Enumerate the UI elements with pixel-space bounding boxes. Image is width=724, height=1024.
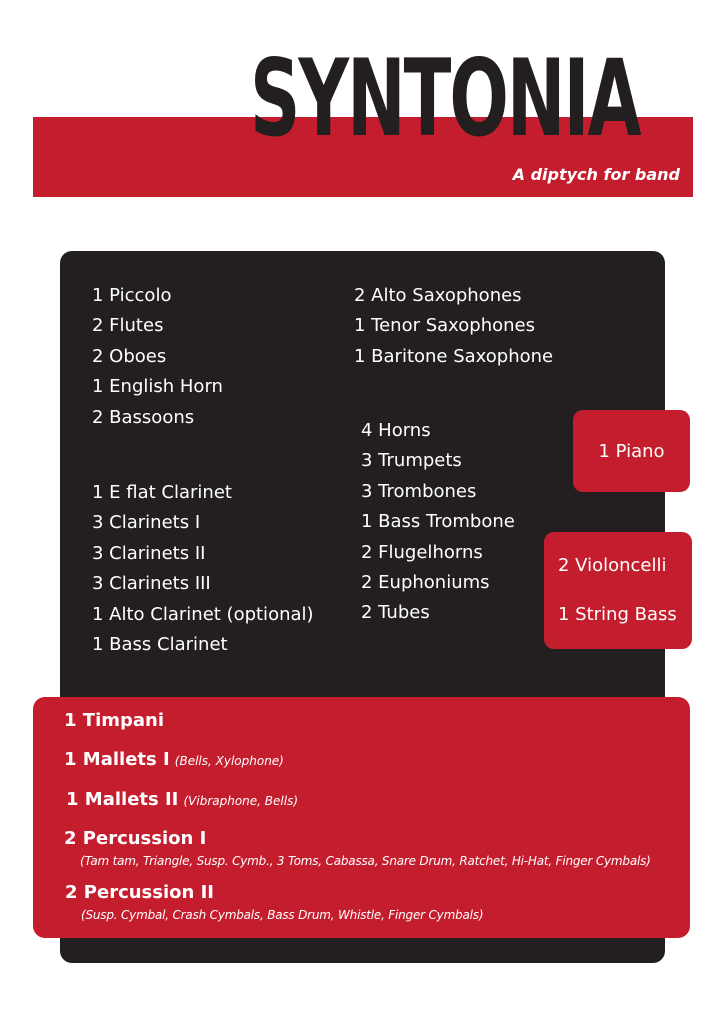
percussion-name: 1 Mallets II xyxy=(66,789,179,810)
list-item: 1 String Bass xyxy=(558,604,677,625)
percussion-item xyxy=(65,882,484,922)
list-item: 1 Tenor Saxophones xyxy=(354,315,536,337)
saxophones-list xyxy=(354,281,553,372)
list-item: 2 Oboes xyxy=(92,345,167,367)
list-item: 3 Trombones xyxy=(361,480,477,502)
list-item: 1 English Horn xyxy=(92,376,223,398)
list-item: 1 Bass Clarinet xyxy=(92,634,228,656)
piano-label: 1 Piano xyxy=(598,440,665,462)
percussion-detail: (Susp. Cymbal, Crash Cymbals, Bass Drum, Whistle, Finger Cymbals) xyxy=(81,908,484,922)
percussion-item xyxy=(64,749,284,770)
list-item: 2 Euphoniums xyxy=(361,572,490,594)
strings-badge xyxy=(544,532,692,649)
list-item: 3 Clarinets III xyxy=(92,573,211,595)
list-item: 2 Alto Saxophones xyxy=(354,285,522,306)
percussion-detail: (Vibraphone, Bells) xyxy=(183,794,299,808)
percussion-item xyxy=(64,710,164,731)
percussion-name: 1 Mallets I xyxy=(64,749,170,770)
brass-list xyxy=(361,416,515,629)
percussion-detail: (Bells, Xylophone) xyxy=(174,754,284,768)
percussion-item xyxy=(64,828,651,868)
list-item: 3 Clarinets II xyxy=(92,542,206,564)
percussion-name: 2 Percussion I xyxy=(64,828,207,849)
piano-badge xyxy=(573,410,690,492)
list-item: 4 Horns xyxy=(361,420,431,441)
list-item: 1 Alto Clarinet (optional) xyxy=(92,603,314,625)
list-item: 3 Trumpets xyxy=(361,450,462,472)
clarinets-list xyxy=(92,478,314,660)
list-item: 2 Flugelhorns xyxy=(361,541,483,563)
list-item: 2 Flutes xyxy=(92,315,164,337)
percussion-item xyxy=(66,789,298,810)
page-title: SYNTONIA xyxy=(250,37,640,160)
percussion-detail: (Tam tam, Triangle, Susp. Cymb., 3 Toms, Cabassa, Snare Drum, Ratchet, Hi-Hat, Finger Cymbals) xyxy=(80,854,651,868)
list-item: 2 Violoncelli xyxy=(558,555,667,576)
percussion-name: 1 Timpani xyxy=(64,710,165,731)
list-item: 2 Tubes xyxy=(361,602,430,624)
list-item: 1 Baritone Saxophone xyxy=(354,345,554,367)
list-item: 1 E flat Clarinet xyxy=(92,482,232,503)
woodwinds-list xyxy=(92,281,223,433)
page-subtitle: A diptych for band xyxy=(512,165,680,184)
list-item: 1 Piccolo xyxy=(92,285,172,306)
percussion-name: 2 Percussion II xyxy=(65,882,214,903)
list-item: 1 Bass Trombone xyxy=(361,511,515,533)
list-item: 2 Bassoons xyxy=(92,406,195,428)
list-item: 3 Clarinets I xyxy=(92,512,201,534)
